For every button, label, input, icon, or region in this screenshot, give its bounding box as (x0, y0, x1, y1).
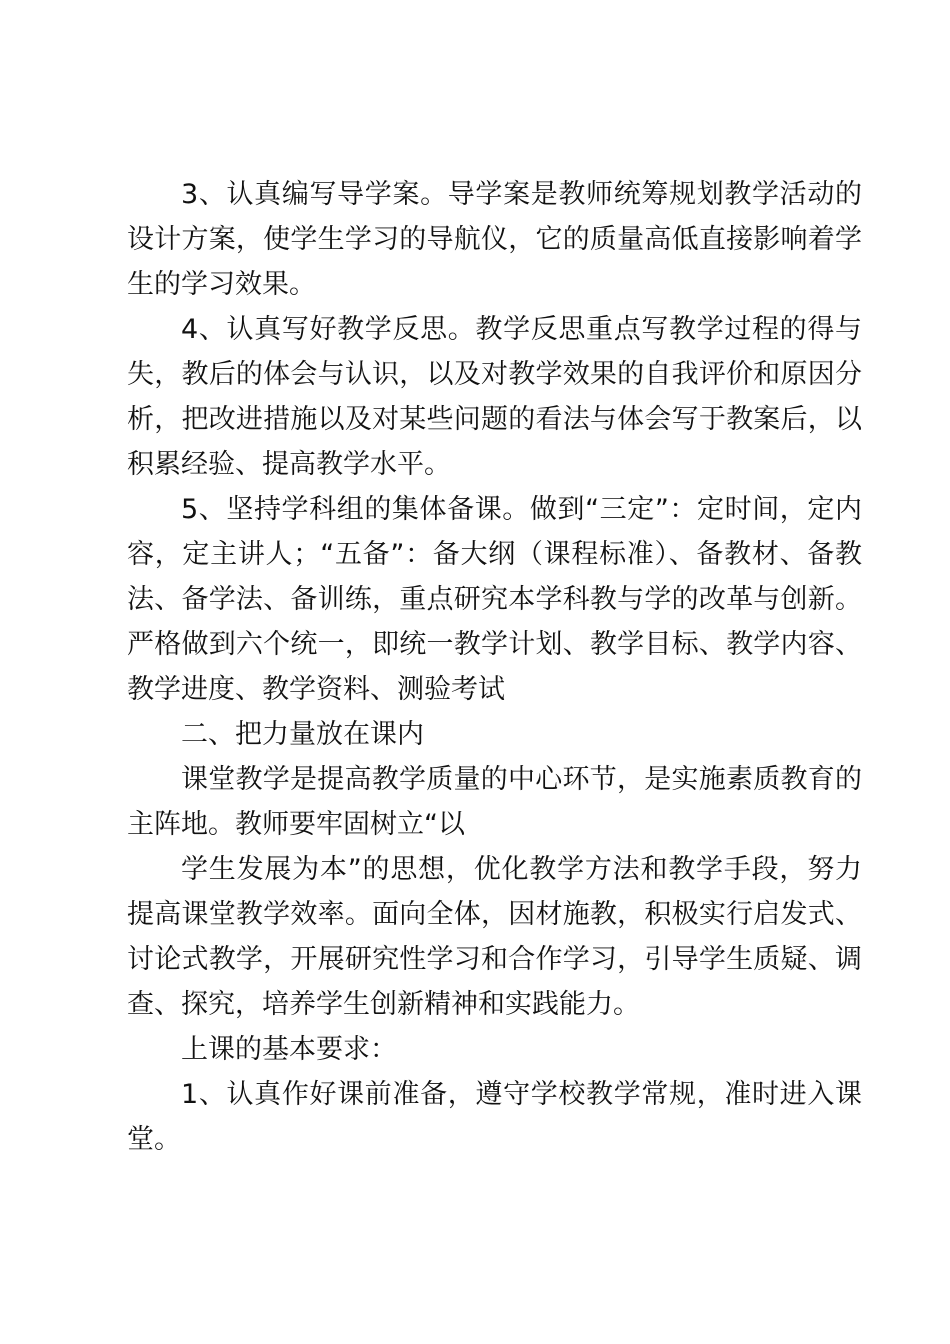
paragraph-requirement-1: 1、认真作好课前准备，遵守学校教学常规，准时进入课堂。 (127, 1079, 862, 1155)
paragraph-item-4-reflection: 4、认真写好教学反思。教学反思重点写教学过程的得与失，教后的体会与认识，以及对教学效果的自我评价和原因分析，把改进措施以及对某些问题的看法与体会写于教案后，以积累经验、提高教学水平。 (127, 314, 862, 480)
document-body (127, 172, 862, 1162)
paragraph-classroom-teaching: 课堂教学是提高教学质量的中心环节，是实施素质教育的主阵地。教师要牢固树立“以 (127, 764, 862, 840)
paragraph-item-3-lesson-plan: 3、认真编写导学案。导学案是教师统筹规划教学活动的设计方案，使学生学习的导航仪，它的质量高低直接影响着学生的学习效果。 (127, 179, 862, 300)
paragraph-basic-requirements-label: 上课的基本要求： (181, 1034, 397, 1065)
paragraph-item-5-group-prep: 5、坚持学科组的集体备课。做到“三定”：定时间，定内容，定主讲人；“五备”：备大纲（课程标准）、备教材、备教法、备学法、备训练，重点研究本学科教与学的改革与创新。严格做到六个统一，即统一教学计划、教学目标、教学内容、教学进度、教学资料、测验考试 (127, 494, 862, 705)
paragraph-student-development: 学生发展为本”的思想，优化教学方法和教学手段，努力提高课堂教学效率。面向全体，因材施教，积极实行启发式、讨论式教学，开展研究性学习和合作学习，引导学生质疑、调查、探究，培养学生创新精神和实践能力。 (127, 854, 862, 1020)
section-heading-2: 二、把力量放在课内 (181, 719, 424, 750)
